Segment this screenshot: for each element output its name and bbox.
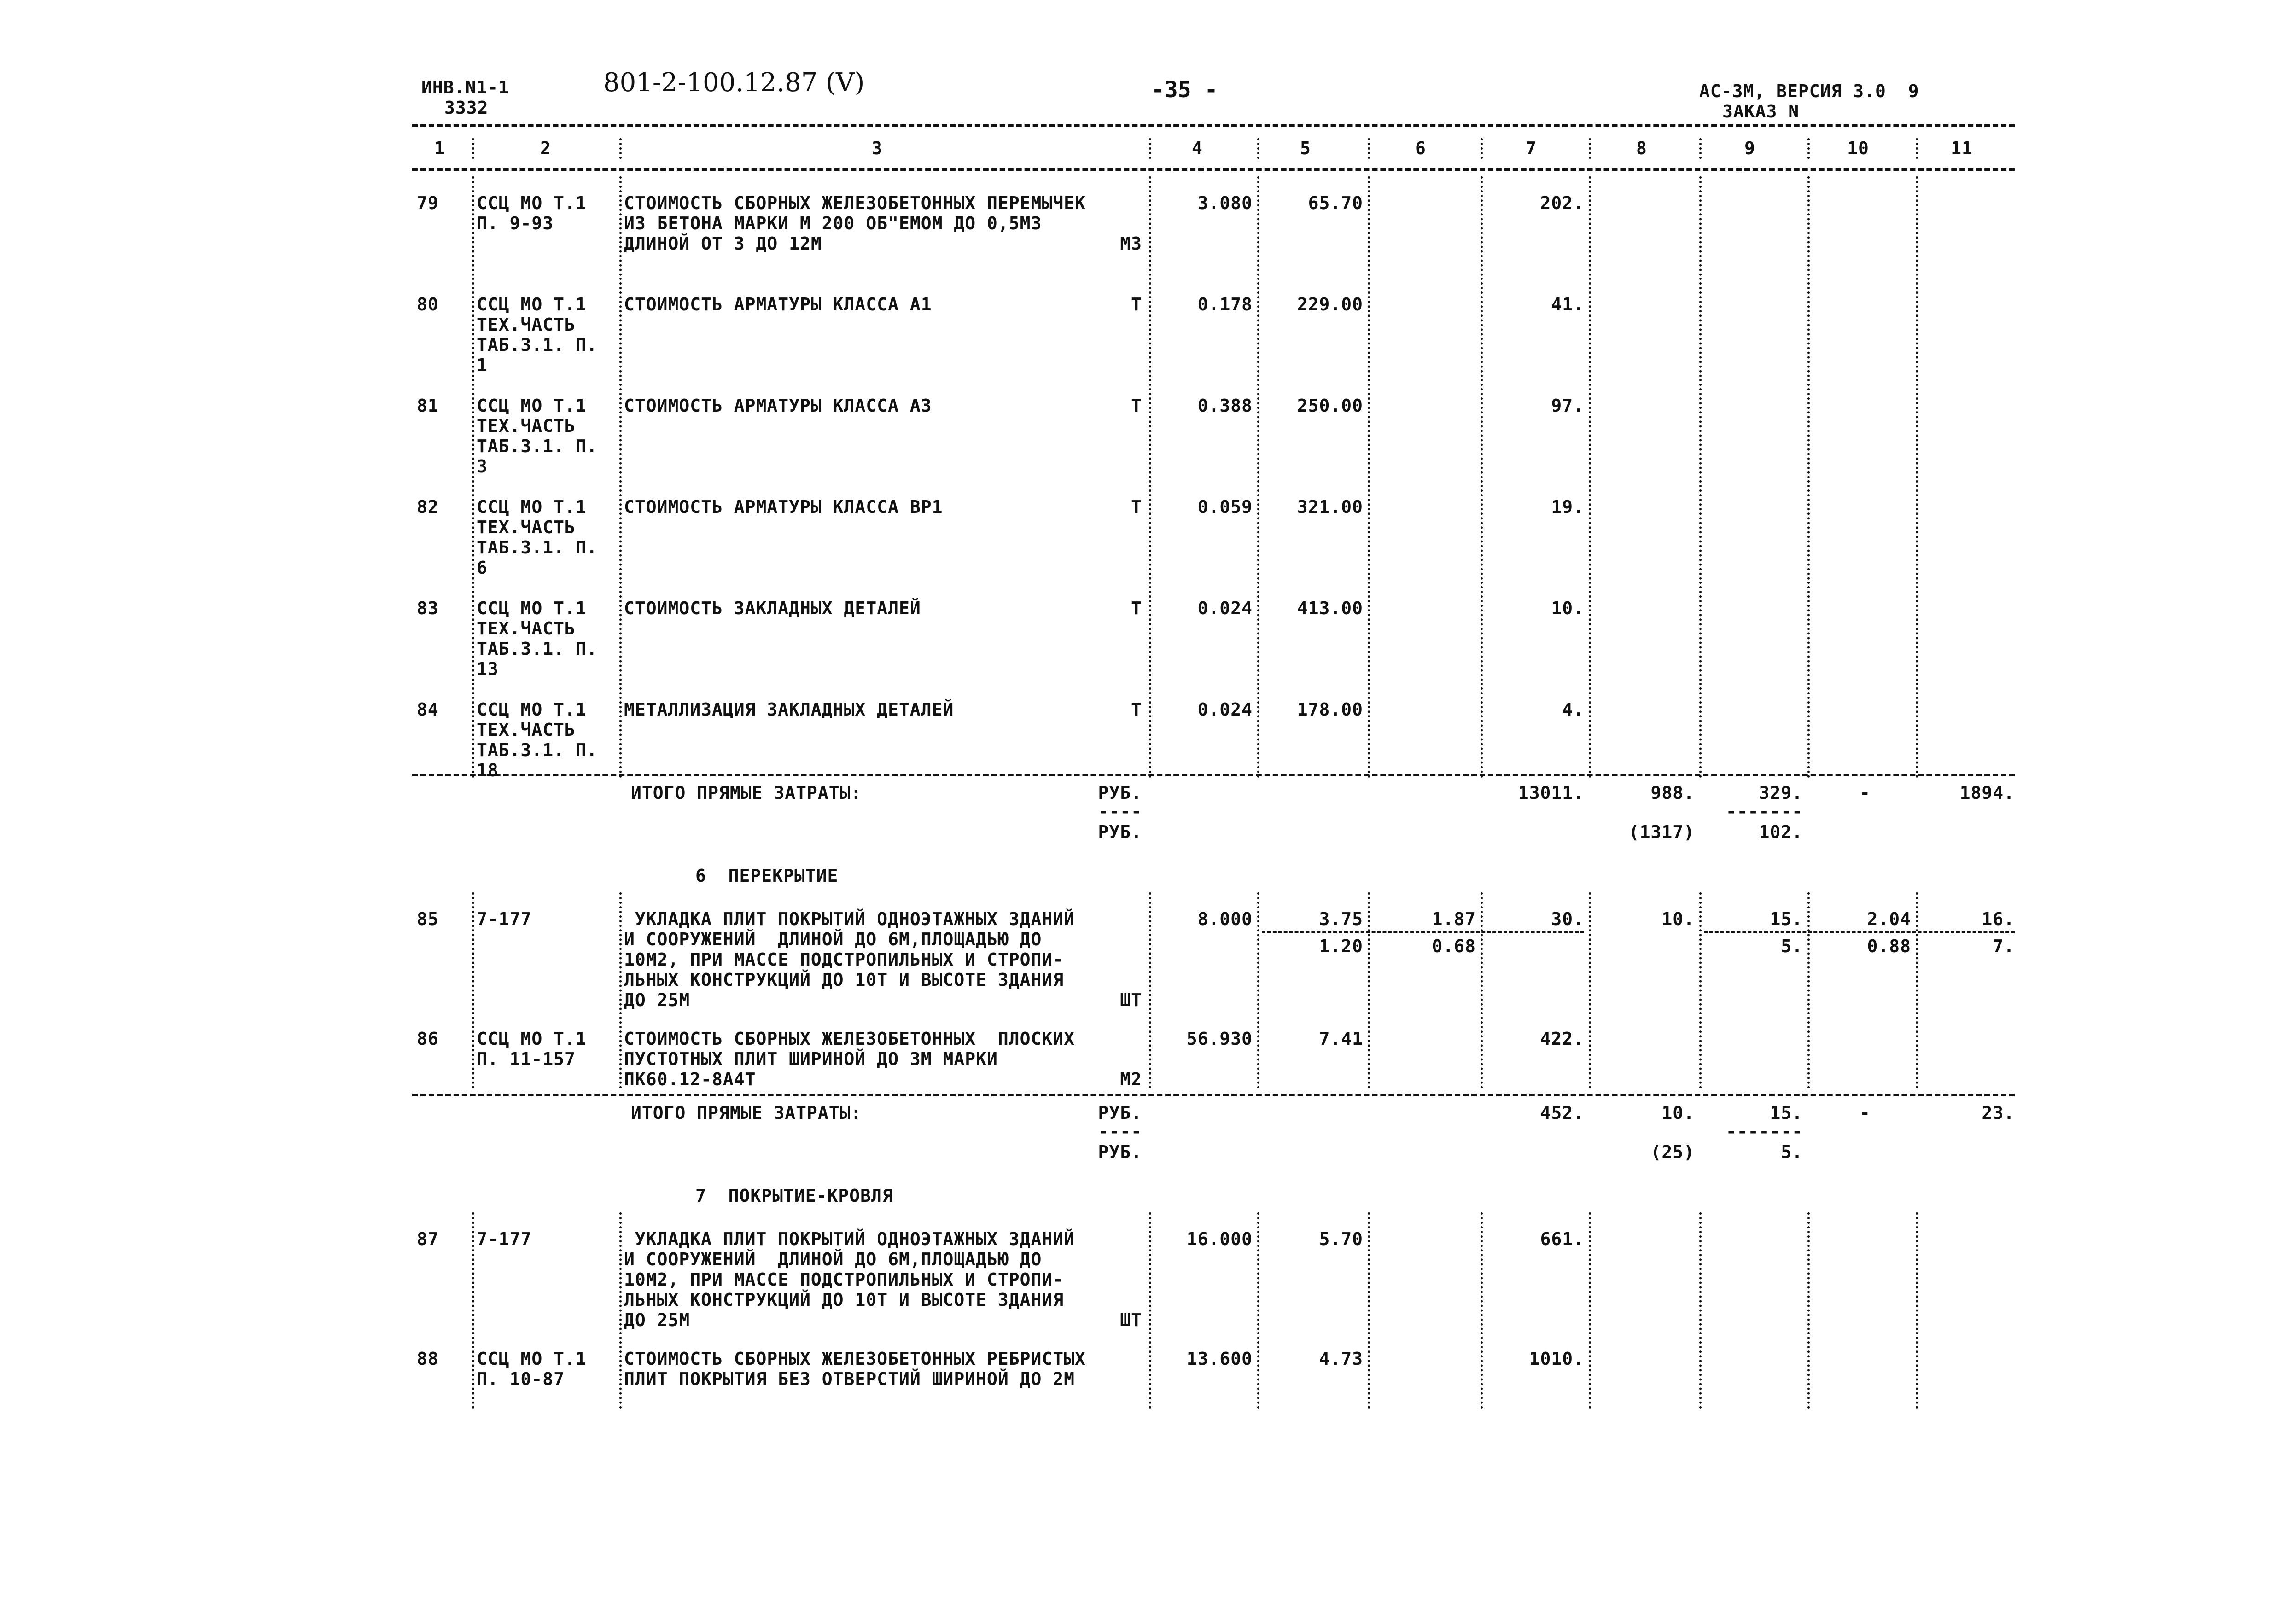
reference-code: П. 10-87 [477, 1369, 565, 1389]
row-number: 81 [417, 396, 439, 416]
total-label: ИТОГО ПРЯМЫЕ ЗАТРАТЫ: [631, 783, 862, 803]
column-separator [1589, 1012, 1591, 1088]
total-wages-b: (25) [1650, 1142, 1695, 1162]
reference-code: ТЕХ.ЧАСТЬ [477, 517, 576, 537]
column-separator [1368, 278, 1370, 377]
column-separator [1699, 582, 1702, 681]
reference-code: 13 [477, 659, 499, 679]
column-separator [1699, 892, 1702, 1010]
labor-total-b: 7. [1993, 936, 2015, 956]
column-separator [1368, 480, 1370, 580]
work-description: СТОИМОСТЬ СБОРНЫХ ЖЕЛЕЗОБЕТОННЫХ ПЕРЕМЫЧЕК [624, 193, 1086, 213]
column-separator [1481, 480, 1483, 580]
reference-code: ТЕХ.ЧАСТЬ [477, 720, 576, 740]
column-separator [1807, 176, 1810, 276]
labor-unit: 2.04 [1867, 909, 1911, 929]
labor-unit-b: 0.88 [1867, 936, 1911, 956]
column-separator [1257, 379, 1259, 478]
column-separator [1807, 1332, 1810, 1409]
work-description: СТОИМОСТЬ АРМАТУРЫ КЛАССА ВР1 [624, 497, 943, 517]
column-separator [1916, 1332, 1918, 1409]
column-header-6: 6 [1415, 138, 1426, 158]
column-separator [1368, 582, 1370, 681]
total-rule [412, 1094, 2015, 1096]
column-separator [1699, 176, 1702, 276]
column-separator [1257, 892, 1259, 1010]
quantity: 0.059 [1197, 497, 1253, 517]
machines-separator: ------- [1726, 1121, 1803, 1141]
unit: Т [1131, 699, 1142, 720]
unit-cost: 413.00 [1297, 598, 1363, 618]
reference-code: ССЦ МО Т.1 [477, 699, 587, 720]
column-separator [1589, 480, 1591, 580]
row-number: 80 [417, 294, 439, 314]
work-description: СТОИМОСТЬ АРМАТУРЫ КЛАССА А3 [624, 396, 932, 416]
column-separator [1589, 582, 1591, 681]
sub-divider [1704, 931, 2015, 933]
column-separator [1481, 278, 1483, 377]
column-separator [472, 480, 474, 580]
column-separator [1257, 683, 1259, 778]
page-number: -35 - [1151, 77, 1218, 103]
total-cost: 202. [1540, 193, 1584, 213]
column-separator [619, 138, 622, 159]
row-number: 83 [417, 598, 439, 618]
column-separator [472, 138, 474, 159]
reference-code: 7-177 [477, 909, 532, 929]
unit: ШТ [1120, 1310, 1142, 1330]
quantity: 8.000 [1197, 909, 1253, 929]
column-separator [472, 1332, 474, 1409]
unit: Т [1131, 396, 1142, 416]
total-labor: 23. [1982, 1103, 2015, 1123]
work-description: 10М2, ПРИ МАССЕ ПОДСТРОПИЛЬНЫХ И СТРОПИ- [624, 949, 1064, 970]
column-separator [619, 1012, 622, 1088]
column-separator [1916, 138, 1918, 159]
total-cost: 30. [1551, 909, 1584, 929]
column-separator [1589, 278, 1591, 377]
unit-cost: 65.70 [1308, 193, 1363, 213]
column-separator [1916, 379, 1918, 478]
column-separator [1807, 480, 1810, 580]
column-separator [1149, 683, 1151, 778]
row-number: 79 [417, 193, 439, 213]
column-separator [1257, 176, 1259, 276]
column-separator [1481, 138, 1483, 159]
total-wages: 10. [1661, 1103, 1695, 1123]
column-separator [1257, 480, 1259, 580]
total-wages-b: (1317) [1628, 822, 1695, 842]
column-separator [472, 1012, 474, 1088]
quantity: 0.178 [1197, 294, 1253, 314]
reference-code: ССЦ МО Т.1 [477, 396, 587, 416]
column-header-11: 11 [1951, 138, 1973, 158]
work-description: МЕТАЛЛИЗАЦИЯ ЗАКЛАДНЫХ ДЕТАЛЕЙ [624, 699, 954, 720]
total-direct-cost: 13011. [1518, 783, 1584, 803]
column-separator [1481, 582, 1483, 681]
column-separator [1589, 379, 1591, 478]
total-machines-b: 102. [1759, 822, 1803, 842]
column-separator [1916, 683, 1918, 778]
work-description: ПУСТОТНЫХ ПЛИТ ШИРИНОЙ ДО 3М МАРКИ [624, 1049, 998, 1069]
work-description: И СООРУЖЕНИЙ ДЛИНОЙ ДО 6М,ПЛОЩАДЬЮ ДО [624, 1249, 1042, 1269]
column-separator [1916, 1212, 1918, 1330]
reference-code: ССЦ МО Т.1 [477, 1349, 587, 1369]
column-separator [1699, 1012, 1702, 1088]
work-description: СТОИМОСТЬ АРМАТУРЫ КЛАССА А1 [624, 294, 932, 314]
reference-code: ТЕХ.ЧАСТЬ [477, 416, 576, 436]
column-separator [1368, 379, 1370, 478]
machine-cost: 1.87 [1432, 909, 1476, 929]
total-unit: РУБ. [1098, 783, 1142, 803]
column-header-10: 10 [1847, 138, 1869, 158]
column-separator [619, 1212, 622, 1330]
column-separator [1149, 379, 1151, 478]
section-title: 7 ПОКРЫТИЕ-КРОВЛЯ [695, 1186, 893, 1206]
total-unit-2: РУБ. [1098, 822, 1142, 842]
column-separator [1368, 1212, 1370, 1330]
column-separator [1589, 1212, 1591, 1330]
machine-total: 15. [1770, 909, 1803, 929]
column-separator [1699, 138, 1702, 159]
unit-cost: 229.00 [1297, 294, 1363, 314]
quantity: 16.000 [1186, 1229, 1253, 1249]
total-cost: 41. [1551, 294, 1584, 314]
total-cost: 10. [1551, 598, 1584, 618]
work-description: ДО 25М [624, 1310, 690, 1330]
reference-code: ТАБ.3.1. П. [477, 740, 598, 760]
column-separator [619, 1332, 622, 1409]
column-separator [1257, 1012, 1259, 1088]
unit: Т [1131, 497, 1142, 517]
work-description: ПК60.12-8А4Т [624, 1069, 756, 1089]
reference-code: 7-177 [477, 1229, 532, 1249]
column-header-3: 3 [872, 138, 883, 158]
unit-cost: 3.75 [1319, 909, 1363, 929]
total-cost: 4. [1562, 699, 1584, 720]
column-separator [619, 480, 622, 580]
column-separator [1589, 138, 1591, 159]
work-description: ИЗ БЕТОНА МАРКИ М 200 ОБ"ЕМОМ ДО 0,5М3 [624, 213, 1042, 233]
work-description: ЛЬНЫХ КОНСТРУКЦИЙ ДО 10Т И ВЫСОТЕ ЗДАНИЯ [624, 1290, 1064, 1310]
document-code: 801-2-100.12.87 (V) [603, 68, 865, 98]
column-separator [619, 582, 622, 681]
total-labor: 1894. [1959, 783, 2015, 803]
column-separator [619, 892, 622, 1010]
column-separator [1699, 379, 1702, 478]
unit-cost: 7.41 [1319, 1029, 1363, 1049]
unit: М3 [1120, 233, 1142, 254]
column-separator [1699, 683, 1702, 778]
quantity: 0.388 [1197, 396, 1253, 416]
row-number: 86 [417, 1029, 439, 1049]
column-separator [1149, 176, 1151, 276]
column-separator [1916, 480, 1918, 580]
column-separator [1916, 176, 1918, 276]
column-separator [1699, 1212, 1702, 1330]
quantity: 3.080 [1197, 193, 1253, 213]
column-header-9: 9 [1744, 138, 1755, 158]
total-label: ИТОГО ПРЯМЫЕ ЗАТРАТЫ: [631, 1103, 862, 1123]
unit-cost-wages: 1.20 [1319, 936, 1363, 956]
total-rule [412, 774, 2015, 776]
header-rule [412, 168, 2015, 171]
column-separator [1916, 278, 1918, 377]
unit-separator: ---- [1098, 801, 1142, 821]
column-separator [472, 892, 474, 1010]
quantity: 0.024 [1197, 699, 1253, 720]
reference-code: ССЦ МО Т.1 [477, 193, 587, 213]
column-separator [1807, 379, 1810, 478]
column-separator [1257, 582, 1259, 681]
row-number: 87 [417, 1229, 439, 1249]
column-separator [472, 683, 474, 778]
column-separator [1589, 683, 1591, 778]
machines-separator: ------- [1726, 801, 1803, 821]
column-separator [1807, 1012, 1810, 1088]
work-description: ДО 25М [624, 990, 690, 1010]
column-separator [1481, 176, 1483, 276]
work-description: СТОИМОСТЬ СБОРНЫХ ЖЕЛЕЗОБЕТОННЫХ ПЛОСКИХ [624, 1029, 1075, 1049]
inventory-label: ИНВ.N1-1 [421, 77, 510, 98]
reference-code: 18 [477, 760, 499, 780]
machine-cost-wages: 0.68 [1432, 936, 1476, 956]
column-separator [472, 582, 474, 681]
program-version: АС-3М, ВЕРСИЯ 3.0 9 [1699, 81, 1919, 101]
unit: М2 [1120, 1069, 1142, 1089]
column-separator [1481, 1012, 1483, 1088]
work-description: ДЛИНОЙ ОТ 3 ДО 12М [624, 233, 822, 254]
column-separator [1368, 1012, 1370, 1088]
total-machines: 329. [1759, 783, 1803, 803]
column-separator [1807, 582, 1810, 681]
quantity: 0.024 [1197, 598, 1253, 618]
total-wages: 988. [1650, 783, 1695, 803]
column-separator [1257, 138, 1259, 159]
column-separator [1916, 1012, 1918, 1088]
unit-cost: 5.70 [1319, 1229, 1363, 1249]
column-header-8: 8 [1636, 138, 1647, 158]
work-description: СТОИМОСТЬ СБОРНЫХ ЖЕЛЕЗОБЕТОННЫХ РЕБРИСТЫХ [624, 1349, 1086, 1369]
labor-total: 16. [1982, 909, 2015, 929]
column-separator [1149, 480, 1151, 580]
column-header-2: 2 [540, 138, 551, 158]
column-separator [1481, 379, 1483, 478]
column-header-1: 1 [434, 138, 445, 158]
column-separator [1257, 1212, 1259, 1330]
column-separator [1589, 176, 1591, 276]
column-separator [1149, 582, 1151, 681]
work-description: УКЛАДКА ПЛИТ ПОКРЫТИЙ ОДНОЭТАЖНЫХ ЗДАНИЙ [624, 909, 1075, 929]
work-description: И СООРУЖЕНИЙ ДЛИНОЙ ДО 6М,ПЛОЩАДЬЮ ДО [624, 929, 1042, 949]
column-separator [1257, 278, 1259, 377]
quantity: 13.600 [1186, 1349, 1253, 1369]
reference-code: ССЦ МО Т.1 [477, 598, 587, 618]
column-separator [1807, 683, 1810, 778]
reference-code: ССЦ МО Т.1 [477, 294, 587, 314]
total-cost: 19. [1551, 497, 1584, 517]
total-labor-unit: - [1860, 1103, 1871, 1123]
column-separator [1149, 1332, 1151, 1409]
reference-code: П. 9-93 [477, 213, 554, 233]
order-label: ЗАКАЗ N [1722, 101, 1800, 122]
sub-divider [1262, 931, 1584, 933]
column-separator [1481, 1332, 1483, 1409]
column-separator [1149, 1212, 1151, 1330]
column-separator [1916, 582, 1918, 681]
column-separator [472, 278, 474, 377]
unit: Т [1131, 598, 1142, 618]
reference-code: ТАБ.3.1. П. [477, 436, 598, 456]
reference-code: ТЕХ.ЧАСТЬ [477, 314, 576, 335]
work-description: УКЛАДКА ПЛИТ ПОКРЫТИЙ ОДНОЭТАЖНЫХ ЗДАНИЙ [624, 1229, 1075, 1249]
total-labor-unit: - [1860, 783, 1871, 803]
reference-code: 1 [477, 355, 488, 375]
column-separator [1807, 1212, 1810, 1330]
total-machines-b: 5. [1781, 1142, 1803, 1162]
total-direct-cost: 452. [1540, 1103, 1584, 1123]
column-separator [472, 1212, 474, 1330]
reference-code: ССЦ МО Т.1 [477, 1029, 587, 1049]
column-header-4: 4 [1192, 138, 1203, 158]
reference-code: ТЕХ.ЧАСТЬ [477, 618, 576, 639]
total-unit-2: РУБ. [1098, 1142, 1142, 1162]
column-separator [1368, 176, 1370, 276]
total-cost: 1010. [1529, 1349, 1584, 1369]
column-separator [1481, 892, 1483, 1010]
column-separator [1368, 138, 1370, 159]
column-separator [1699, 278, 1702, 377]
quantity: 56.930 [1186, 1029, 1253, 1049]
column-separator [1916, 892, 1918, 1010]
row-number: 84 [417, 699, 439, 720]
work-description: 10М2, ПРИ МАССЕ ПОДСТРОПИЛЬНЫХ И СТРОПИ- [624, 1269, 1064, 1290]
column-header-7: 7 [1526, 138, 1537, 158]
section-title: 6 ПЕРЕКРЫТИЕ [695, 866, 839, 886]
reference-code: 3 [477, 456, 488, 477]
work-description: СТОИМОСТЬ ЗАКЛАДНЫХ ДЕТАЛЕЙ [624, 598, 921, 618]
row-number: 88 [417, 1349, 439, 1369]
column-separator [472, 379, 474, 478]
row-number: 82 [417, 497, 439, 517]
reference-code: ССЦ МО Т.1 [477, 497, 587, 517]
wages-total: 10. [1661, 909, 1695, 929]
column-separator [1589, 892, 1591, 1010]
column-header-5: 5 [1300, 138, 1311, 158]
column-separator [1481, 1212, 1483, 1330]
reference-code: ТАБ.3.1. П. [477, 537, 598, 558]
row-number: 85 [417, 909, 439, 929]
unit-cost: 321.00 [1297, 497, 1363, 517]
reference-code: ТАБ.3.1. П. [477, 335, 598, 355]
column-separator [1149, 278, 1151, 377]
column-separator [619, 278, 622, 377]
column-separator [1368, 892, 1370, 1010]
column-separator [472, 176, 474, 276]
column-separator [619, 683, 622, 778]
machine-total-wages: 5. [1781, 936, 1803, 956]
reference-code: 6 [477, 558, 488, 578]
reference-code: ТАБ.3.1. П. [477, 639, 598, 659]
unit: ШТ [1120, 990, 1142, 1010]
top-rule [412, 124, 2015, 127]
total-cost: 422. [1540, 1029, 1584, 1049]
unit-cost: 178.00 [1297, 699, 1363, 720]
column-separator [1149, 1012, 1151, 1088]
total-machines: 15. [1770, 1103, 1803, 1123]
reference-code: П. 11-157 [477, 1049, 576, 1069]
column-separator [1257, 1332, 1259, 1409]
total-cost: 661. [1540, 1229, 1584, 1249]
column-separator [1368, 683, 1370, 778]
inventory-number: 3332 [444, 98, 489, 118]
column-separator [619, 176, 622, 276]
work-description: ПЛИТ ПОКРЫТИЯ БЕЗ ОТВЕРСТИЙ ШИРИНОЙ ДО 2М [624, 1369, 1075, 1389]
unit-cost: 250.00 [1297, 396, 1363, 416]
unit-cost: 4.73 [1319, 1349, 1363, 1369]
total-unit: РУБ. [1098, 1103, 1142, 1123]
column-separator [1368, 1332, 1370, 1409]
column-separator [1699, 480, 1702, 580]
column-separator [1481, 683, 1483, 778]
column-separator [1149, 138, 1151, 159]
column-separator [1149, 892, 1151, 1010]
column-separator [619, 379, 622, 478]
column-separator [1807, 138, 1810, 159]
column-separator [1807, 892, 1810, 1010]
total-cost: 97. [1551, 396, 1584, 416]
unit-separator: ---- [1098, 1121, 1142, 1141]
work-description: ЛЬНЫХ КОНСТРУКЦИЙ ДО 10Т И ВЫСОТЕ ЗДАНИЯ [624, 970, 1064, 990]
unit: Т [1131, 294, 1142, 314]
column-separator [1589, 1332, 1591, 1409]
column-separator [1699, 1332, 1702, 1409]
column-separator [1807, 278, 1810, 377]
